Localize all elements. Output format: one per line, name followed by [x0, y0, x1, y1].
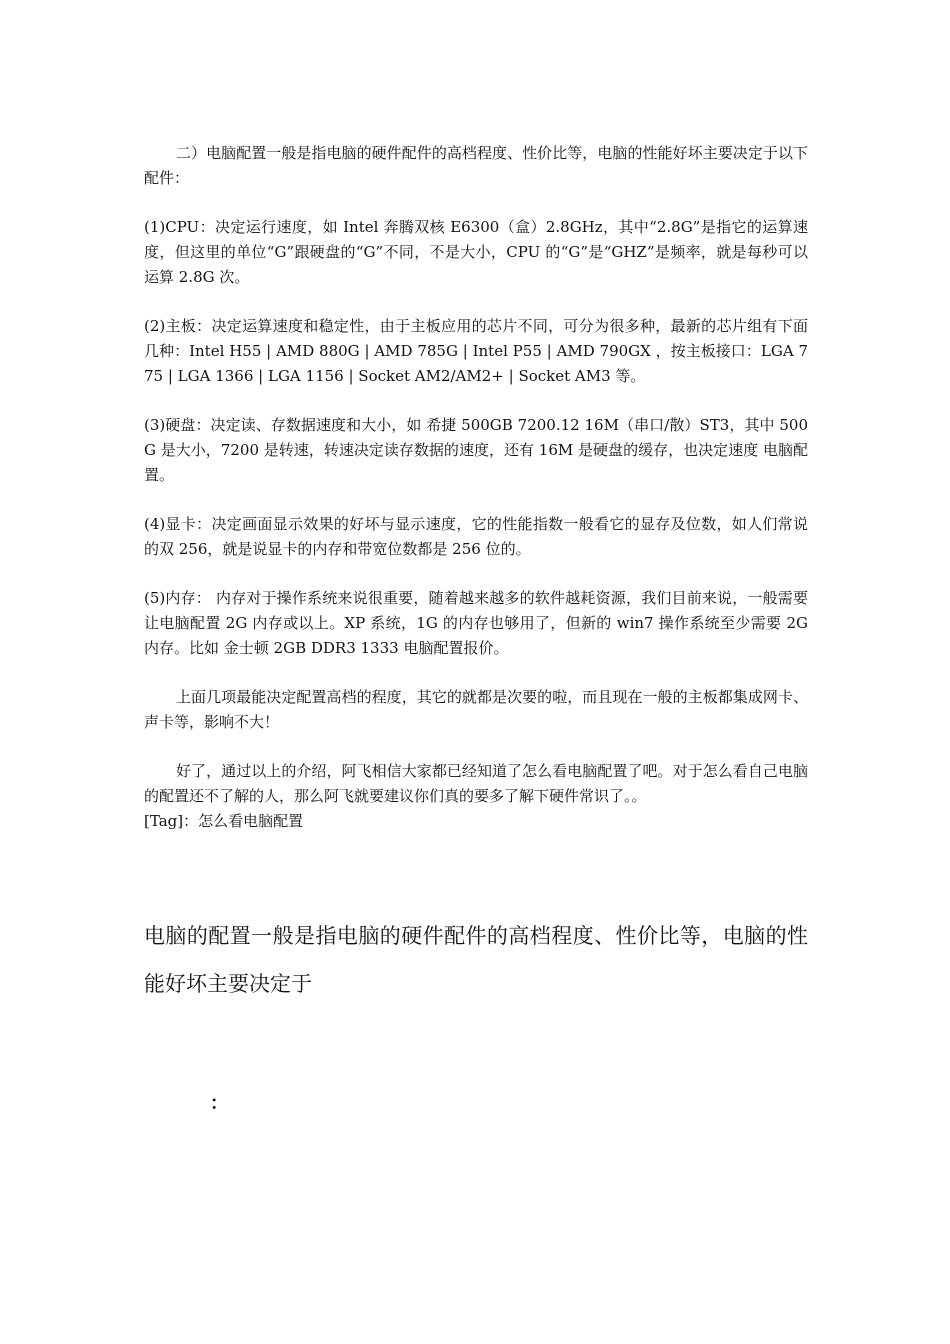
item-cpu: (1)CPU：决定运行速度，如 Intel 奔腾双核 E6300（盒）2.8GHz，其中“2.8G”是指它的运算速度，但这里的单位“G”跟硬盘的“G”不同，不是大小，CPU 的“G”是“GHZ”是频率，就是每秒可以运算 2.8G 次。 [144, 218, 808, 286]
tag-line: [Tag]：怎么看电脑配置 [144, 812, 304, 830]
note-paragraph: 上面几项最能决定配置高档的程度，其它的就都是次要的啦，而且现在一般的主板都集成网卡、声卡等，影响不大！ [144, 688, 808, 731]
trailing-colon: ： [210, 1093, 228, 1114]
item-graphics-card: (4)显卡：决定画面显示效果的好坏与显示速度，它的性能指数一般看它的显存及位数，如人们常说的双 256，就是说显卡的内存和带宽位数都是 256 位的。 [144, 515, 808, 558]
closing-paragraph: 好了，通过以上的介绍，阿飞相信大家都已经知道了怎么看电脑配置了吧。对于怎么看自己电脑的配置还不了解的人，那么阿飞就要建议你们真的要多了解下硬件常识了。。 [144, 762, 808, 805]
document-body [144, 141, 808, 834]
item-memory: (5)内存： 内存对于操作系统来说很重要，随着越来越多的软件越耗资源，我们目前来说，一般需要让电脑配置 2G 内存或以上。XP 系统，1G 的内存也够用了，但新的 win7 操作系统至少需要 2G 内存。比如 金士顿 2GB DDR3 1333 电脑配置报价。 [144, 589, 808, 657]
item-hard-disk: (3)硬盘：决定读、存数据速度和大小，如 希捷 500GB 7200.12 16M（串口/散）ST3，其中 500G 是大小，7200 是转速，转速决定读存数据的速度，还有 16M 是硬盘的缓存，也决定速度 电脑配置。 [144, 416, 808, 484]
intro-paragraph: 二）电脑配置一般是指电脑的硬件配件的高档程度、性价比等，电脑的性能好坏主要决定于以下配件： [144, 144, 808, 187]
summary-heading: 电脑的配置一般是指电脑的硬件配件的高档程度、性价比等，电脑的性能好坏主要决定于 [144, 924, 808, 996]
item-motherboard: (2)主板：决定运算速度和稳定性，由于主板应用的芯片不同，可分为很多种，最新的芯片组有下面几种：Intel H55 | AMD 880G | AMD 785G | Intel P55 | AMD 790GX ，按主板接口：LGA 775 | LGA 1366 | LGA 1156 | Socket AM2/AM2+ | Socket AM3 等。 [144, 317, 808, 385]
